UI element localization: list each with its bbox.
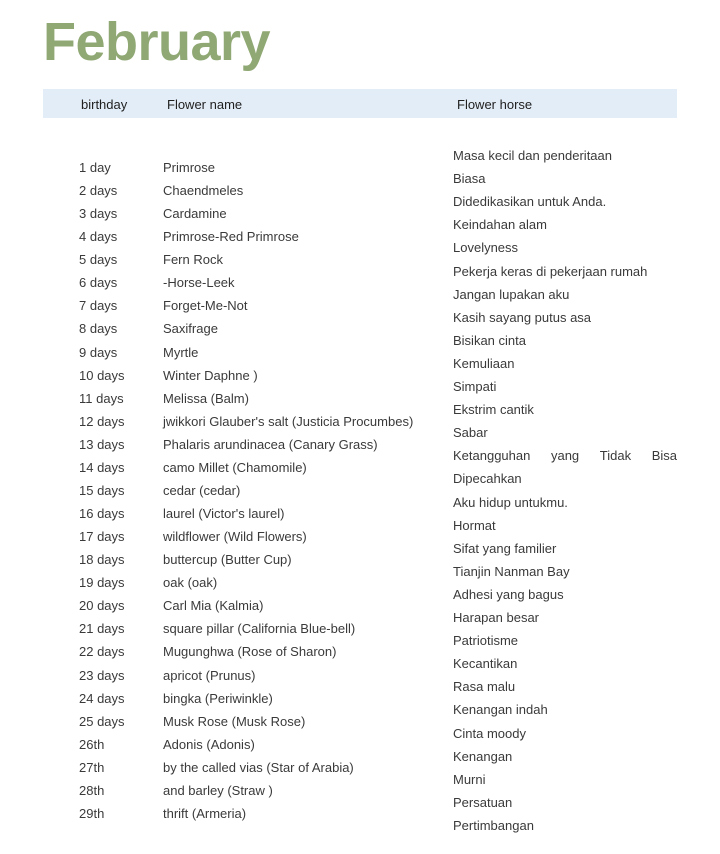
table-row-day: 28th — [79, 783, 105, 798]
table-row-day: 21 days — [79, 621, 125, 636]
meaning-item: Keindahan alam — [453, 217, 547, 232]
meaning-item: Rasa malu — [453, 679, 516, 694]
table-row-flower: square pillar (California Blue-bell) — [163, 621, 356, 636]
table-row-flower: Chaendmeles — [163, 183, 244, 198]
meaning-item: Murni — [453, 772, 486, 787]
table-row-day: 22 days — [79, 644, 125, 659]
meaning-item: Kenangan — [453, 749, 513, 764]
table-row-flower: -Horse-Leek — [163, 275, 235, 290]
meaning-item: Sifat yang familier — [453, 541, 557, 556]
meaning-item: Lovelyness — [453, 240, 519, 255]
table-row-flower: buttercup (Butter Cup) — [163, 552, 292, 567]
table-row-day: 26th — [79, 737, 105, 752]
table-row-flower: Fern Rock — [163, 252, 223, 267]
table-row-flower: Melissa (Balm) — [163, 391, 249, 406]
meaning-item: Biasa — [453, 171, 486, 186]
table-row-day: 11 days — [79, 391, 124, 406]
table-row-day: 10 days — [79, 368, 125, 383]
meaning-item: Pekerja keras di pekerjaan rumah — [453, 264, 648, 279]
table-row-flower: apricot (Prunus) — [163, 668, 256, 683]
table-row-day: 14 days — [79, 460, 125, 475]
meaning-item: Sabar — [453, 425, 488, 440]
meaning-item: Kecantikan — [453, 656, 518, 671]
table-row-flower: and barley (Straw ) — [163, 783, 273, 798]
table-row-flower: jwikkori Glauber's salt (Justicia Procumbes) — [163, 414, 414, 429]
table-row-day: 15 days — [79, 483, 125, 498]
table-row-flower: laurel (Victor's laurel) — [163, 506, 285, 521]
table-row-day: 4 days — [79, 229, 118, 244]
meaning-item: Pertimbangan — [453, 818, 534, 833]
table-row-flower: Adonis (Adonis) — [163, 737, 255, 752]
table-row-flower: Carl Mia (Kalmia) — [163, 598, 264, 613]
table-row-day: 2 days — [79, 183, 118, 198]
meaning-item: Jangan lupakan aku — [453, 287, 570, 302]
meaning-item: Ketangguhan yang Tidak Bisa — [453, 448, 677, 463]
header-flower-name: Flower name — [167, 97, 243, 112]
table-row-flower: Musk Rose (Musk Rose) — [163, 714, 306, 729]
meaning-item: Masa kecil dan penderitaan — [453, 148, 612, 163]
table-row-day: 18 days — [79, 552, 125, 567]
table-row-flower: Saxifrage — [163, 321, 218, 336]
meaning-item: Dipecahkan — [453, 471, 522, 486]
table-row-day: 7 days — [79, 298, 118, 313]
table-row-flower: Forget-Me-Not — [163, 298, 248, 313]
meaning-item: Ekstrim cantik — [453, 402, 534, 417]
table-row-flower: Cardamine — [163, 206, 227, 221]
table-row-day: 9 days — [79, 345, 118, 360]
table-row-day: 25 days — [79, 714, 125, 729]
meaning-item: Simpati — [453, 379, 497, 394]
table-row-flower: wildflower (Wild Flowers) — [163, 529, 307, 544]
table-row-day: 5 days — [79, 252, 118, 267]
table-row-flower: cedar (cedar) — [163, 483, 241, 498]
meaning-item: Bisikan cinta — [453, 333, 526, 348]
table-row-flower: Myrtle — [163, 345, 199, 360]
meaning-item: Cinta moody — [453, 726, 526, 741]
meaning-item: Persatuan — [453, 795, 513, 810]
table-row-flower: Phalaris arundinacea (Canary Grass) — [163, 437, 378, 452]
table-row-day: 23 days — [79, 668, 125, 683]
table-row-day: 13 days — [79, 437, 125, 452]
meaning-item: Hormat — [453, 518, 496, 533]
header-flower-meaning: Flower horse — [457, 97, 533, 112]
table-row-flower: Mugunghwa (Rose of Sharon) — [163, 644, 337, 659]
table-row-day: 6 days — [79, 275, 118, 290]
table-row-flower: thrift (Armeria) — [163, 806, 247, 821]
table-row-flower: Primrose — [163, 160, 216, 175]
table-row-day: 27th — [79, 760, 105, 775]
table-row-flower: oak (oak) — [163, 575, 218, 590]
table-header — [43, 89, 677, 118]
table-row-flower: Winter Daphne ) — [163, 368, 258, 383]
meaning-item: Tianjin Nanman Bay — [453, 564, 570, 579]
table-row-flower: Primrose-Red Primrose — [163, 229, 299, 244]
meaning-item: Patriotisme — [453, 633, 519, 648]
table-row-day: 1 day — [79, 160, 111, 175]
meaning-item: Aku hidup untukmu. — [453, 495, 568, 510]
table-row-day: 8 days — [79, 321, 118, 336]
table-row-day: 19 days — [79, 575, 125, 590]
header-birthday: birthday — [81, 97, 128, 112]
table-row-day: 16 days — [79, 506, 125, 521]
meaning-item: Kemuliaan — [453, 356, 515, 371]
table-row-day: 20 days — [79, 598, 125, 613]
meaning-item: Didedikasikan untuk Anda. — [453, 194, 607, 209]
table-row-day: 3 days — [79, 206, 118, 221]
meaning-item: Harapan besar — [453, 610, 539, 625]
page-title: February — [43, 12, 271, 72]
table-row-day: 12 days — [79, 414, 125, 429]
table-row-day: 24 days — [79, 691, 125, 706]
table-row-flower: bingka (Periwinkle) — [163, 691, 273, 706]
meaning-item: Adhesi yang bagus — [453, 587, 564, 602]
table-row-day: 29th — [79, 806, 105, 821]
table-row-flower: camo Millet (Chamomile) — [163, 460, 307, 475]
meaning-item: Kenangan indah — [453, 702, 548, 717]
table-row-flower: by the called vias (Star of Arabia) — [163, 760, 354, 775]
meaning-item: Kasih sayang putus asa — [453, 310, 592, 325]
table-row-day: 17 days — [79, 529, 125, 544]
